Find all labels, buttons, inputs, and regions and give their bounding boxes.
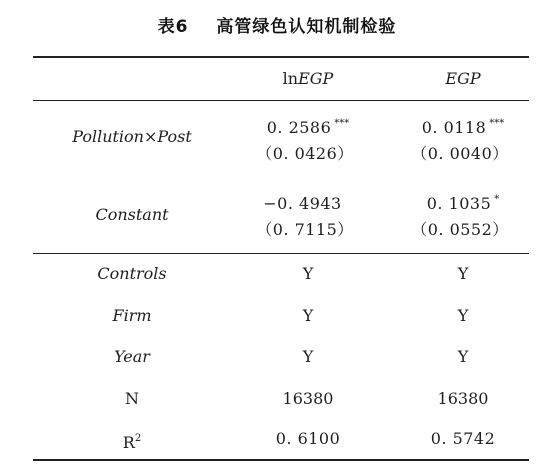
column-header-egp xyxy=(445,69,480,89)
year-cell: Y xyxy=(457,347,469,366)
se-cell: （0. 0552） xyxy=(411,220,509,239)
r2-superscript: 2 xyxy=(134,433,142,444)
row-label-firm: Firm xyxy=(112,306,152,325)
coef-value: 0. 0118 xyxy=(421,118,487,137)
coef-cell xyxy=(263,190,344,214)
row-label-n: N xyxy=(125,389,139,408)
row-label-controls: Controls xyxy=(97,264,167,283)
year-cell: Y xyxy=(302,347,314,366)
row-label-r2 xyxy=(123,429,141,453)
r2-base: R xyxy=(122,433,135,452)
column-header-prefix: ln xyxy=(282,69,299,88)
significance-stars: *** xyxy=(489,118,505,129)
mid-rule xyxy=(33,253,529,254)
r2-cell: 0. 5742 xyxy=(430,429,496,448)
n-cell: 16380 xyxy=(282,389,334,408)
top-rule xyxy=(33,56,529,58)
table-caption: 高管绿色认知机制检验 xyxy=(216,17,397,37)
row-label-pollution-post: Pollution×Post xyxy=(72,127,192,146)
coef-value: −0. 4943 xyxy=(263,194,342,213)
controls-cell: Y xyxy=(457,264,469,283)
coef-value: 0. 2586 xyxy=(266,118,332,137)
r2-cell: 0. 6100 xyxy=(275,429,341,448)
table-number: 表6 xyxy=(157,17,189,37)
column-header-var: EGP xyxy=(445,69,481,88)
column-header-var: EGP xyxy=(298,69,334,88)
column-header-lnegp xyxy=(283,69,334,89)
significance-stars: *** xyxy=(334,118,350,129)
se-cell: （0. 0426） xyxy=(256,144,354,163)
coef-cell xyxy=(267,114,350,138)
header-rule xyxy=(33,100,529,101)
se-cell: （0. 7115） xyxy=(256,220,354,239)
significance-stars: * xyxy=(494,194,500,205)
firm-cell: Y xyxy=(457,306,469,325)
row-label-constant: Constant xyxy=(95,205,169,224)
se-cell: （0. 0040） xyxy=(411,144,509,163)
coef-cell xyxy=(422,114,505,138)
coef-cell xyxy=(427,190,500,214)
coef-value: 0. 1035 xyxy=(426,194,492,213)
bottom-rule xyxy=(33,459,529,461)
firm-cell: Y xyxy=(302,306,314,325)
controls-cell: Y xyxy=(302,264,314,283)
table-title xyxy=(0,12,554,37)
row-label-year: Year xyxy=(114,347,150,366)
n-cell: 16380 xyxy=(437,389,489,408)
